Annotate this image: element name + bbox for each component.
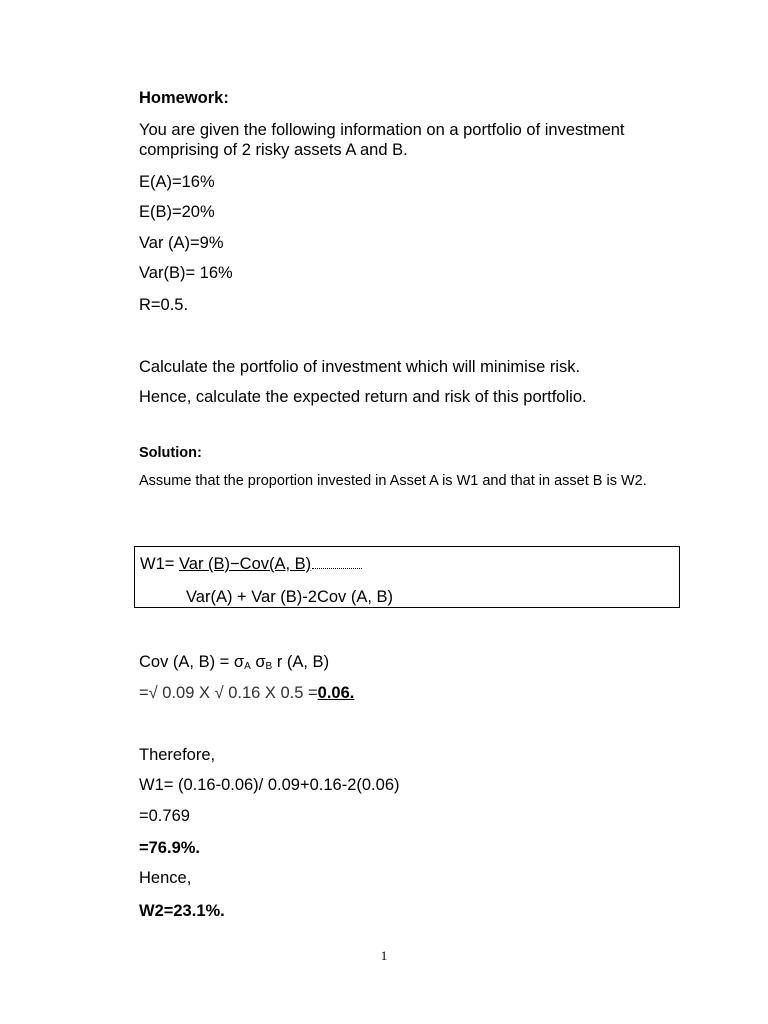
given-correlation: R=0.5. xyxy=(139,296,189,314)
cov-label-start: Cov (A, B) = xyxy=(139,653,234,671)
cov-calc-prefix: =√ 0.09 X √ 0.16 X 0.5 = xyxy=(139,684,318,702)
sigma-a-subscript: A xyxy=(244,661,251,672)
w1-decimal: =0.769 xyxy=(139,807,190,825)
covariance-formula xyxy=(139,652,329,677)
therefore-text: Therefore, xyxy=(139,746,216,764)
sigma-a-symbol: σ xyxy=(233,653,245,671)
covariance-calculation xyxy=(139,683,354,703)
page-number: 1 xyxy=(380,948,388,963)
sigma-b-subscript: B xyxy=(265,661,273,672)
given-variance-b: Var(B)= 16% xyxy=(139,264,233,282)
question-intro: You are given the following information on a portfolio of investment comprising of 2 risky assets A and B. xyxy=(139,121,625,159)
task-minimise-risk: Calculate the portfolio of investment which will minimise risk. xyxy=(139,358,581,376)
solution-assumption: Assume that the proportion invested in Asset A is W1 and that in asset B is W2. xyxy=(139,473,647,489)
w1-formula-numerator-line xyxy=(140,555,362,574)
w2-result: W2=23.1%. xyxy=(139,902,225,920)
w1-formula-denominator: Var(A) + Var (B)-2Cov (A, B) xyxy=(186,588,394,606)
w1-percent: =76.9%. xyxy=(139,839,201,857)
given-expected-a: E(A)=16% xyxy=(139,173,215,191)
hence-text: Hence, xyxy=(139,869,192,887)
cov-label-end: r (A, B) xyxy=(276,653,330,671)
task-expected-return: Hence, calculate the expected return and risk of this portfolio. xyxy=(139,388,587,406)
w1-formula-box xyxy=(134,546,680,608)
dotted-fraction-leader xyxy=(312,568,362,569)
given-expected-b: E(B)=20% xyxy=(139,203,215,221)
sigma-b-symbol: σ xyxy=(255,653,266,671)
cov-calc-result: 0.06. xyxy=(317,684,355,702)
w1-calculation: W1= (0.16-0.06)/ 0.09+0.16-2(0.06) xyxy=(139,776,400,794)
homework-heading: Homework: xyxy=(139,89,229,107)
solution-heading: Solution: xyxy=(139,445,202,461)
w1-formula-numerator: Var (B)−Cov(A, B) xyxy=(178,555,312,573)
w1-formula-prefix: W1= xyxy=(140,555,179,573)
given-variance-a: Var (A)=9% xyxy=(139,234,224,252)
